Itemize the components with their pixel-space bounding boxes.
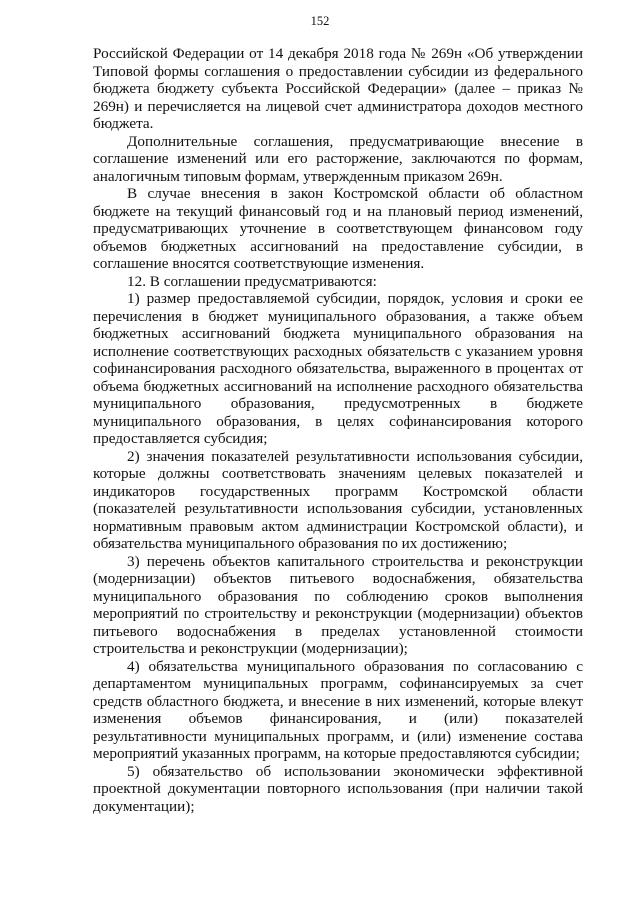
page-number: 152 [310,14,330,28]
paragraph-continuation: Российской Федерации от 14 декабря 2018 года № 269н «Об утверждении Типовой формы соглашения о предоставлении субсидии из федерального бюджета бюджету субъекта Российской Федерации» (далее – приказ № 269н) и перечисляется на лицевой счет администратора доходов местного бюджета. [93,45,583,132]
list-item-1: 1) размер предоставляемой субсидии, порядок, условия и сроки ее перечисления в бюджет муниципального образования, а также объем бюджетных ассигнований бюджета муниципального образования на исполнение соответствующих расходных обязательств с указанием уровня софинансирования расходного обязательства, выраженного в процентах от объема бюджетных ассигнований на исполнение расходного обязательства муниципального образования, предусмотренных в бюджете муниципального образования, в целях софинансирования которого предоставляется субсидия; [93,290,583,447]
list-item-5: 5) обязательство об использовании экономически эффективной проектной документации повторного использования (при наличии такой документации); [93,762,583,815]
list-item-2: 2) значения показателей результативности использования субсидии, которые должны соответствовать значениям целевых показателей и индикаторов государственных программ Костромской области (показателей результативности использования субсидии, установленных нормативным правовым актом администрации Костромской области), и обязательства муниципального образования по их достижению; [93,447,583,552]
list-item-3: 3) перечень объектов капитального строительства и реконструкции (модернизации) объектов питьевого водоснабжения, обязательства муниципального образования по соблюдению сроков выполнения мероприятий по строительству и реконструкции (модернизации) объектов питьевого водоснабжения в пределах установленной стоимости строительства и реконструкции (модернизации); [93,552,583,657]
paragraph-additional-agreements: Дополнительные соглашения, предусматривающие внесение в соглашение изменений или его расторжение, заключаются по формам, аналогичным типовым формам, утвержденным приказом 269н. [93,132,583,185]
paragraph-item-12-heading: 12. В соглашении предусматриваются: [127,272,377,290]
list-item-4: 4) обязательства муниципального образования по согласованию с департаментом муниципальных программ, софинансируемых за счет средств областного бюджета, и внесение в них изменений, которые влекут изменения объемов финансирования, и (или) показателей результативности муниципальных программ, и (или) изменение состава мероприятий указанных программ, на которые предоставляются субсидии; [93,657,583,762]
document-body [93,45,583,815]
paragraph-budget-changes: В случае внесения в закон Костромской области об областном бюджете на текущий финансовый год и на плановый период изменений, предусматривающих уточнение в соответствующем финансовом году объемов бюджетных ассигнований на предоставление субсидии, в соглашение вносятся соответствующие изменения. [93,185,583,272]
